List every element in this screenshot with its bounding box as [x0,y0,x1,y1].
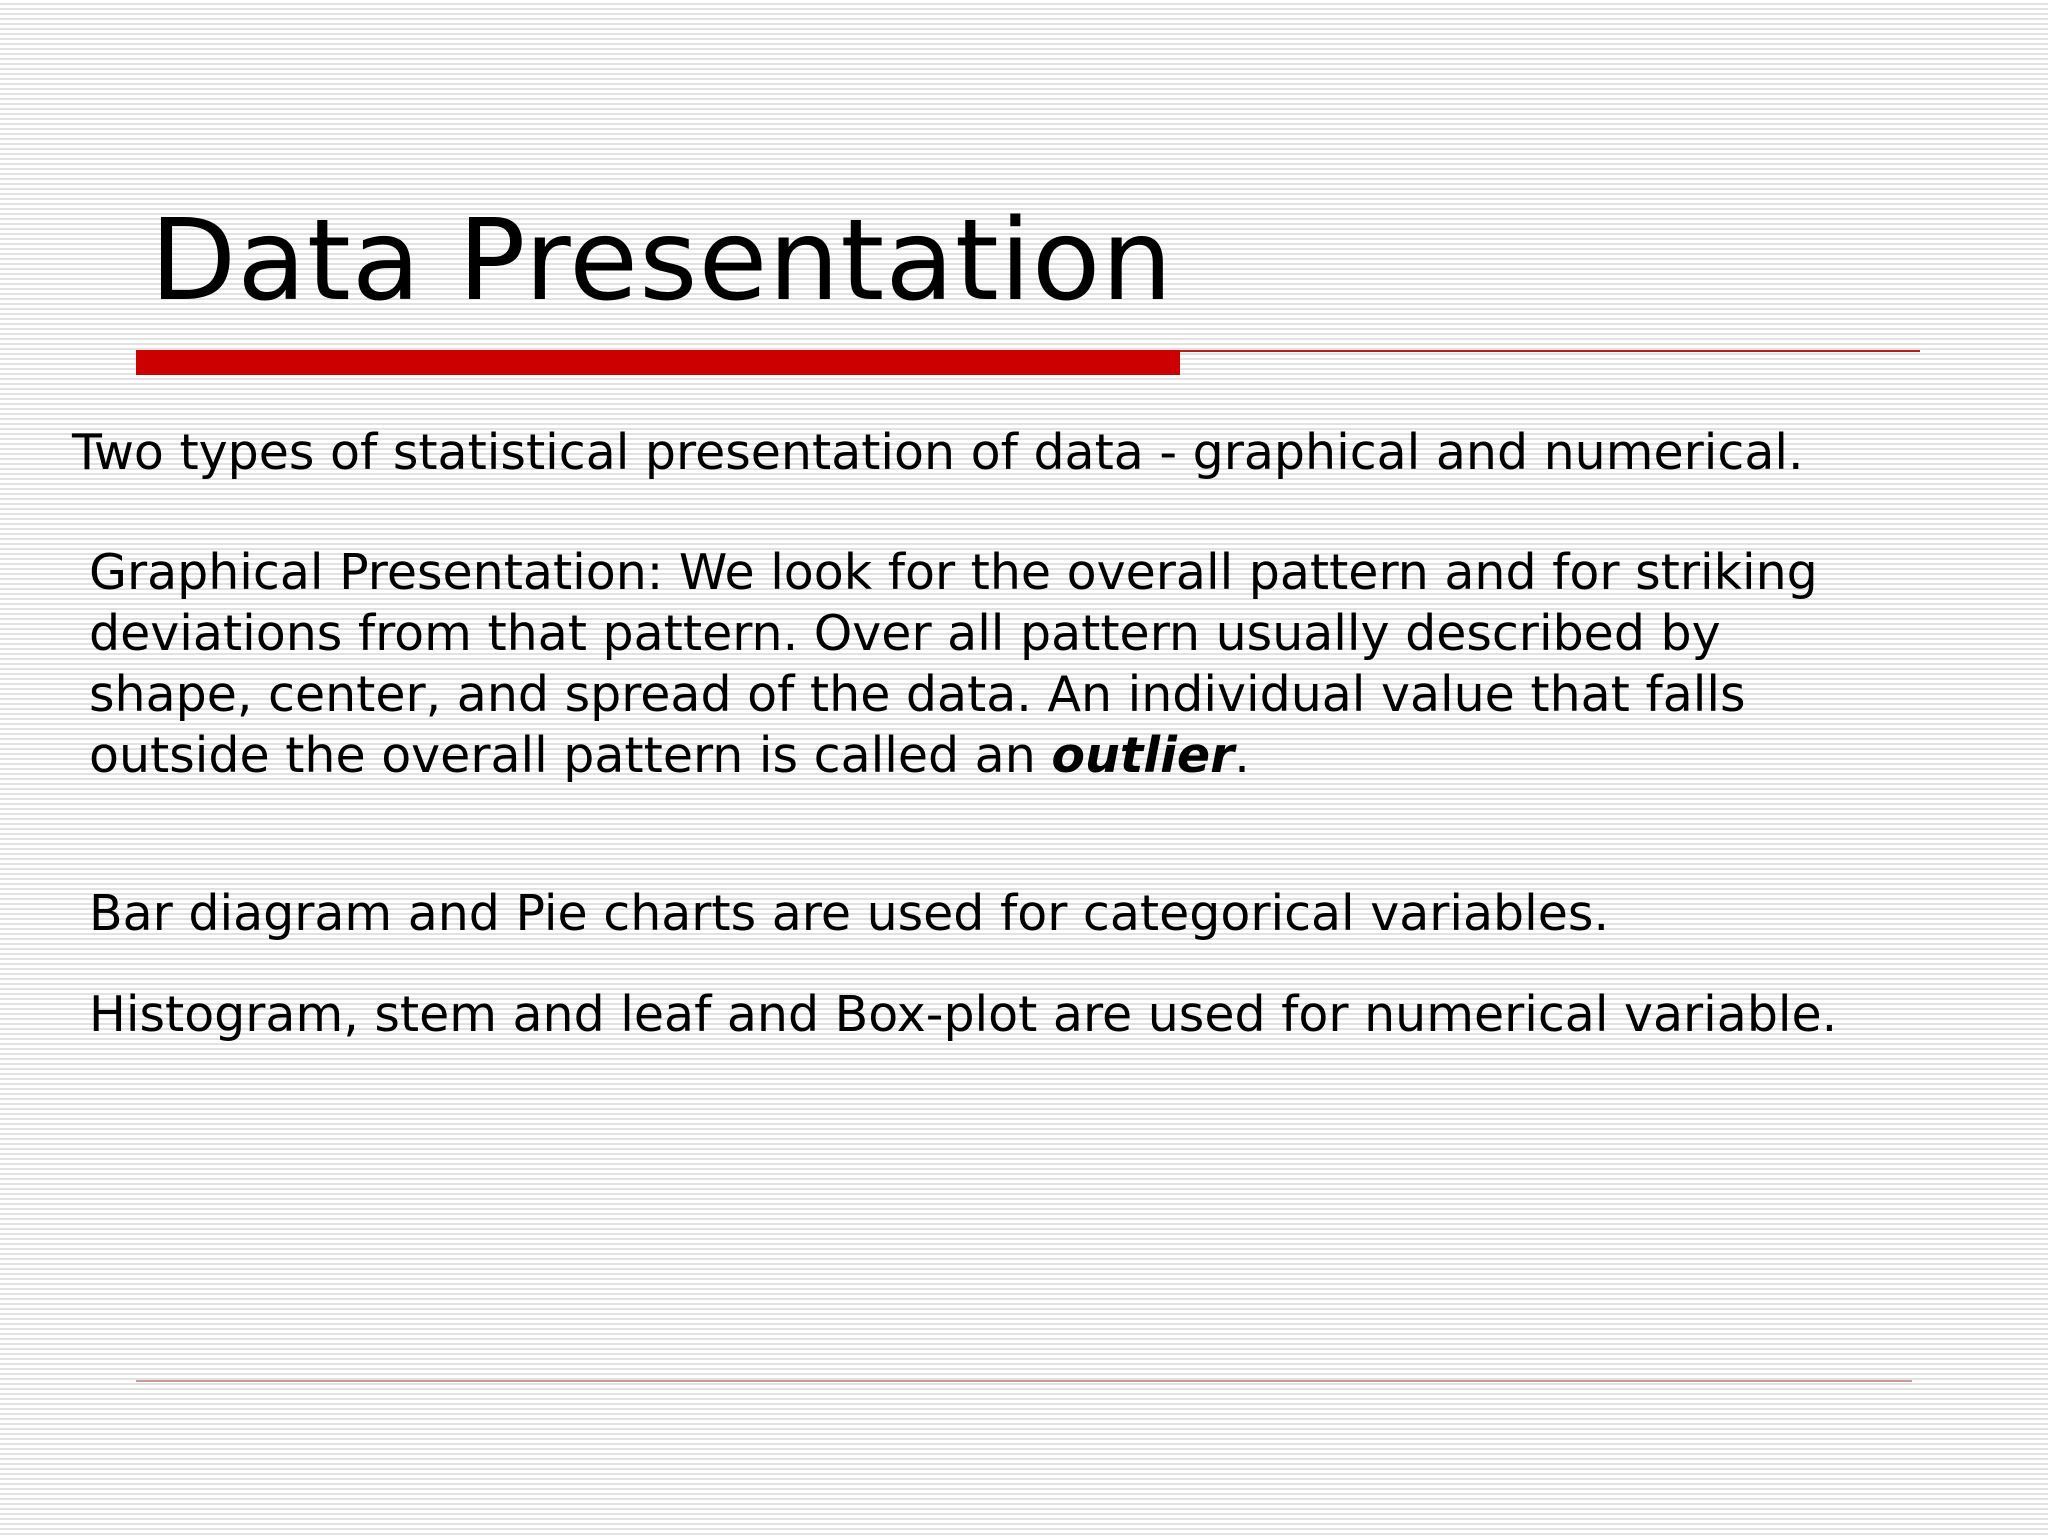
graphical-line-1: Graphical Presentation: We look for the overall pattern and for striking [89,544,1818,601]
bar-pie-paragraph: Bar diagram and Pie charts are used for categorical variables. [89,885,1610,942]
intro-paragraph: Two types of statistical presentation of data - graphical and numerical. [72,424,1804,481]
graphical-line-4-prefix: outside the overall pattern is called an [89,727,1052,784]
title-underline-thin-rule [1180,350,1920,352]
title-underline-accent-bar [136,350,1180,375]
slide-title: Data Presentation [150,196,1174,326]
outlier-term: outlier [1051,727,1235,784]
footer-rule [136,1380,1912,1382]
histogram-paragraph: Histogram, stem and leaf and Box-plot are used for numerical variable. [89,986,1838,1043]
graphical-line-2: deviations from that pattern. Over all pattern usually described by [89,605,1721,662]
graphical-line-4-suffix: . [1234,727,1250,784]
graphical-line-3: shape, center, and spread of the data. An individual value that falls [89,666,1746,723]
graphical-line-4 [89,725,1989,786]
graphical-presentation-paragraph [89,542,1989,786]
